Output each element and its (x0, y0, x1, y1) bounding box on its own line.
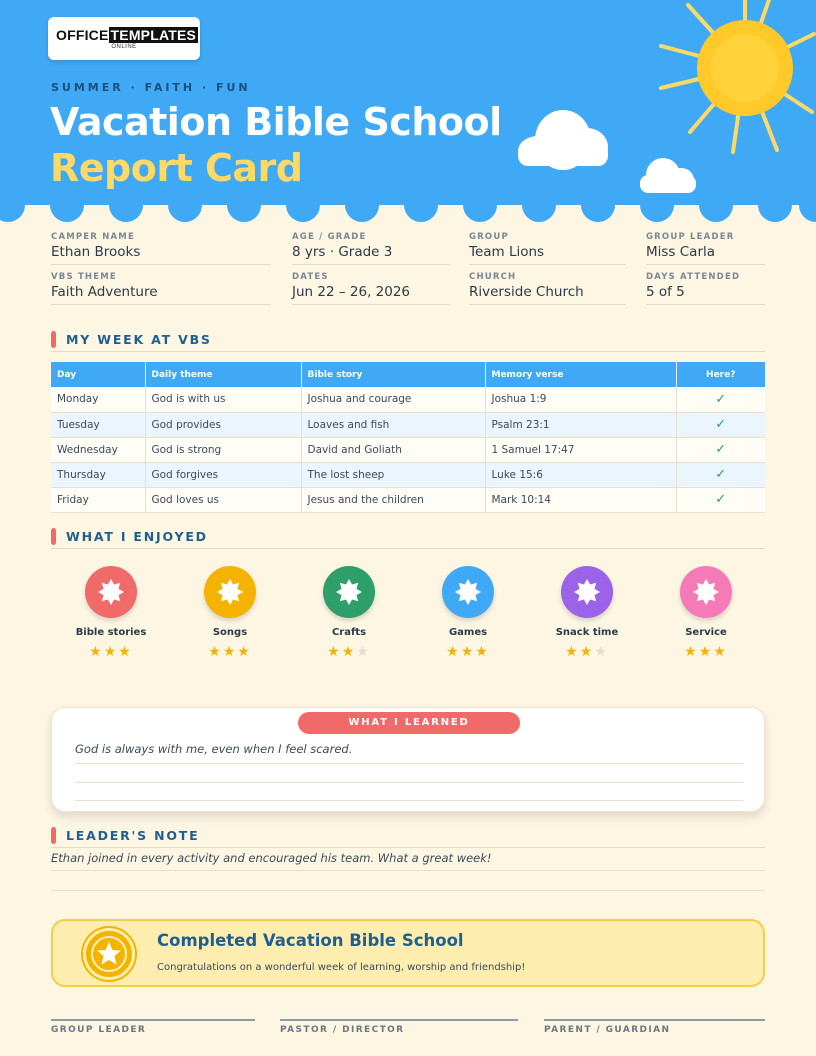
group-field: GROUP Team Lions (469, 232, 626, 265)
learned-card (51, 707, 765, 812)
star-icon: ★ (356, 644, 371, 660)
page-title: Vacation Bible School (50, 100, 502, 144)
star-icon: ★ (208, 644, 223, 660)
star-rating (304, 644, 394, 660)
star-rating (423, 644, 513, 660)
enjoyed-item (542, 566, 632, 660)
vbs-theme-field: VBS THEME Faith Adventure (51, 272, 271, 305)
enjoyed-item (661, 566, 751, 660)
section-header-week: MY WEEK AT VBS (51, 330, 765, 352)
group-leader-field: GROUP LEADER Miss Carla (646, 232, 765, 265)
enjoyed-item-label: Service (685, 627, 727, 638)
camper-name-field: CAMPER NAME Ethan Brooks (51, 232, 271, 265)
star-icon: ★ (698, 644, 714, 660)
column-header: Day (51, 362, 145, 387)
star-icon: ★ (446, 644, 461, 660)
enjoyed-item (185, 566, 275, 660)
star-icon: ★ (89, 644, 104, 660)
banner-subtitle: Congratulations on a wonderful week of learning, worship and friendship! (157, 962, 526, 973)
badge-icon (85, 566, 137, 618)
star-icon: ★ (713, 644, 728, 660)
page-header (0, 0, 816, 205)
logo: OFFICE TEMPLATES ONLINE (48, 17, 200, 60)
signature-line-group-leader[interactable]: GROUP LEADER (51, 1019, 255, 1039)
star-rating (661, 644, 751, 660)
enjoyed-item (304, 566, 394, 660)
section-header-note: LEADER'S NOTE (51, 826, 765, 848)
column-header: Memory verse (485, 362, 676, 387)
star-icon: ★ (222, 644, 238, 660)
star-icon: ★ (565, 644, 580, 660)
tagline: SUMMER · FAITH · FUN (51, 81, 251, 94)
star-icon: ★ (460, 644, 476, 660)
star-icon: ★ (327, 644, 342, 660)
check-icon: ✓ (676, 387, 765, 412)
cloud-icon (518, 110, 608, 170)
column-header: Here? (676, 362, 765, 387)
days-attended-field: DAYS ATTENDED 5 of 5 (646, 272, 765, 305)
leader-note: Ethan joined in every activity and encouraged his team. What a great week! (51, 851, 492, 865)
table-row: Thursday God forgives The lost sheep Luke 15:6 ✓ (51, 462, 765, 487)
star-icon: ★ (341, 644, 357, 660)
page-subtitle: Report Card (50, 146, 303, 190)
enjoyed-item-label: Snack time (555, 627, 619, 638)
enjoyed-item (66, 566, 156, 660)
badge-icon (442, 566, 494, 618)
learned-badge: WHAT I LEARNED (298, 712, 520, 734)
check-icon: ✓ (676, 487, 765, 512)
table-row: Friday God loves us Jesus and the children Mark 10:14 ✓ (51, 487, 765, 512)
table-header-row (51, 362, 765, 387)
church-field: CHURCH Riverside Church (469, 272, 626, 305)
completion-banner (51, 919, 765, 987)
star-icon: ★ (237, 644, 252, 660)
table-row: Monday God is with us Joshua and courage Joshua 1:9 ✓ (51, 387, 765, 412)
section-header-enjoyed: WHAT I ENJOYED (51, 527, 765, 549)
star-icon: ★ (103, 644, 119, 660)
check-icon: ✓ (676, 437, 765, 462)
star-icon: ★ (475, 644, 490, 660)
badge-icon (323, 566, 375, 618)
column-header: Daily theme (145, 362, 301, 387)
cloud-small-icon (640, 158, 696, 193)
star-rating (66, 644, 156, 660)
column-header: Bible story (301, 362, 485, 387)
badge-icon (561, 566, 613, 618)
star-rating (185, 644, 275, 660)
week-table (51, 362, 765, 513)
scallop-edge (0, 196, 816, 222)
star-icon: ★ (594, 644, 609, 660)
badge-icon (204, 566, 256, 618)
enjoyed-item-label: Songs (212, 627, 248, 638)
learned-text: God is always with me, even when I feel scared. (75, 742, 353, 756)
check-icon: ✓ (676, 412, 765, 437)
enjoyed-item-label: Games (448, 627, 488, 638)
star-icon: ★ (684, 644, 699, 660)
table-row: Wednesday God is strong David and Goliath 1 Samuel 17:47 ✓ (51, 437, 765, 462)
signature-line-pastor[interactable]: PASTOR / DIRECTOR (280, 1019, 518, 1039)
badge-icon (680, 566, 732, 618)
dates-field: DATES Jun 22 – 26, 2026 (292, 272, 449, 305)
table-row: Tuesday God provides Loaves and fish Psalm 23:1 ✓ (51, 412, 765, 437)
banner-title: Completed Vacation Bible School (157, 931, 464, 950)
enjoyed-item-label: Bible stories (75, 627, 147, 638)
age-grade-field: AGE / GRADE 8 yrs · Grade 3 (292, 232, 449, 265)
signature-line-parent[interactable]: PARENT / GUARDIAN (544, 1019, 765, 1039)
star-icon: ★ (579, 644, 595, 660)
star-rating (542, 644, 632, 660)
star-medal-icon (83, 928, 135, 980)
star-icon: ★ (118, 644, 133, 660)
enjoyed-item-label: Crafts (331, 627, 367, 638)
enjoyed-item (423, 566, 513, 660)
check-icon: ✓ (676, 462, 765, 487)
